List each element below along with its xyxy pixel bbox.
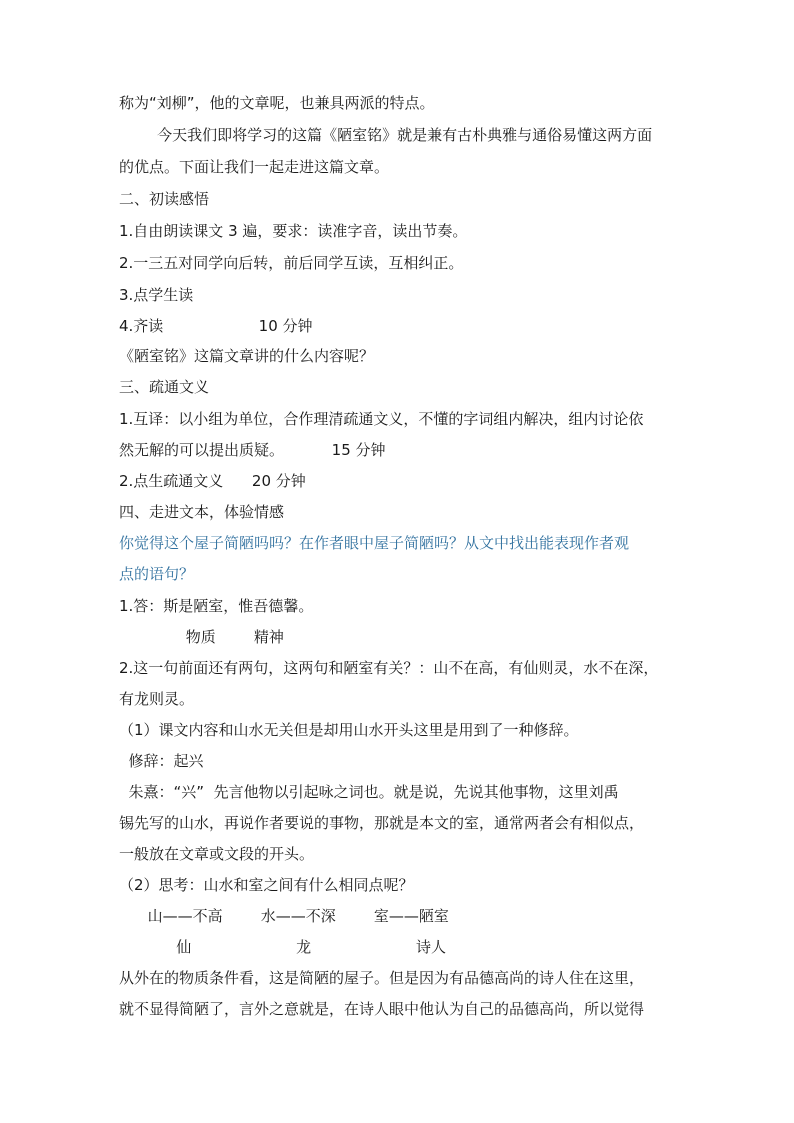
question-line: 《陋室铭》这篇文章讲的什么内容呢？ (119, 347, 375, 365)
paragraph-line: 就不显得简陋了，言外之意就是，在诗人眼中他认为自己的品德高尚，所以觉得 (119, 1000, 645, 1018)
paragraph-line: 的优点。下面让我们一起走进这篇文章。 (119, 158, 390, 176)
paragraph-line: 朱熹：“兴” 先言他物以引起咏之词也。就是说，先说其他事物，这里刘禹 (119, 783, 619, 801)
comparison-line: 山——不高 水——不深 室——陋室 (119, 907, 449, 925)
section-heading: 三、疏通文义 (119, 378, 210, 396)
paragraph-line: 修辞：起兴 (119, 752, 204, 770)
paragraph-line: 2.这一句前面还有两句，这两句和陋室有关？：山不在高，有仙则灵，水不在深， (119, 659, 659, 677)
question-line-continuation: 点的语句？ (119, 565, 195, 583)
section-heading: 二、初读感悟 (119, 190, 210, 208)
paragraph-line: 从外在的物质条件看，这是简陋的屋子。但是因为有品德高尚的诗人住在这里， (119, 969, 645, 987)
list-item-continuation: 然无解的可以提出质疑。 15 分钟 (119, 441, 386, 459)
list-item: 1.自由朗读课文 3 遍，要求：读准字音，读出节奏。 (119, 222, 468, 240)
list-item: 3.点学生读 (119, 286, 194, 304)
paragraph-line: 称为“刘柳”，他的文章呢，也兼具两派的特点。 (119, 94, 435, 112)
paragraph-line: 一般放在文章或文段的开头。 (119, 845, 315, 863)
paragraph-line: 锡先写的山水，再说作者要说的事物，那就是本文的室，通常两者会有相似点， (119, 814, 645, 832)
question-line: 你觉得这个屋子简陋吗吗？在作者眼中屋子简陋吗？从文中找出能表现作者观 (119, 534, 630, 552)
list-item: 1.互译：以小组为单位，合作理清疏通文义，不懂的字词组内解决，组内讨论依 (119, 410, 644, 428)
paragraph-line: （2）思考：山水和室之间有什么相同点呢？ (119, 876, 414, 894)
paragraph-line: 有龙则灵。 (119, 690, 195, 708)
list-item: 2.一三五对同学向后转，前后同学互读，互相纠正。 (119, 254, 464, 272)
paragraph-line: （1）课文内容和山水无关但是却用山水开头这里是用到了一种修辞。 (119, 721, 579, 739)
annotation-line: 物质 精神 (119, 628, 284, 646)
list-item: 2.点生疏通文义 20 分钟 (119, 472, 306, 490)
answer-line: 1.答：斯是陋室，惟吾德馨。 (119, 597, 314, 615)
comparison-line: 仙 龙 诗人 (119, 938, 447, 956)
section-heading: 四、走进文本，体验情感 (119, 503, 285, 521)
list-item: 4.齐读 10 分钟 (119, 317, 313, 335)
paragraph-line: 今天我们即将学习的这篇《陋室铭》就是兼有古朴典雅与通俗易懂这两方面 (119, 126, 653, 144)
